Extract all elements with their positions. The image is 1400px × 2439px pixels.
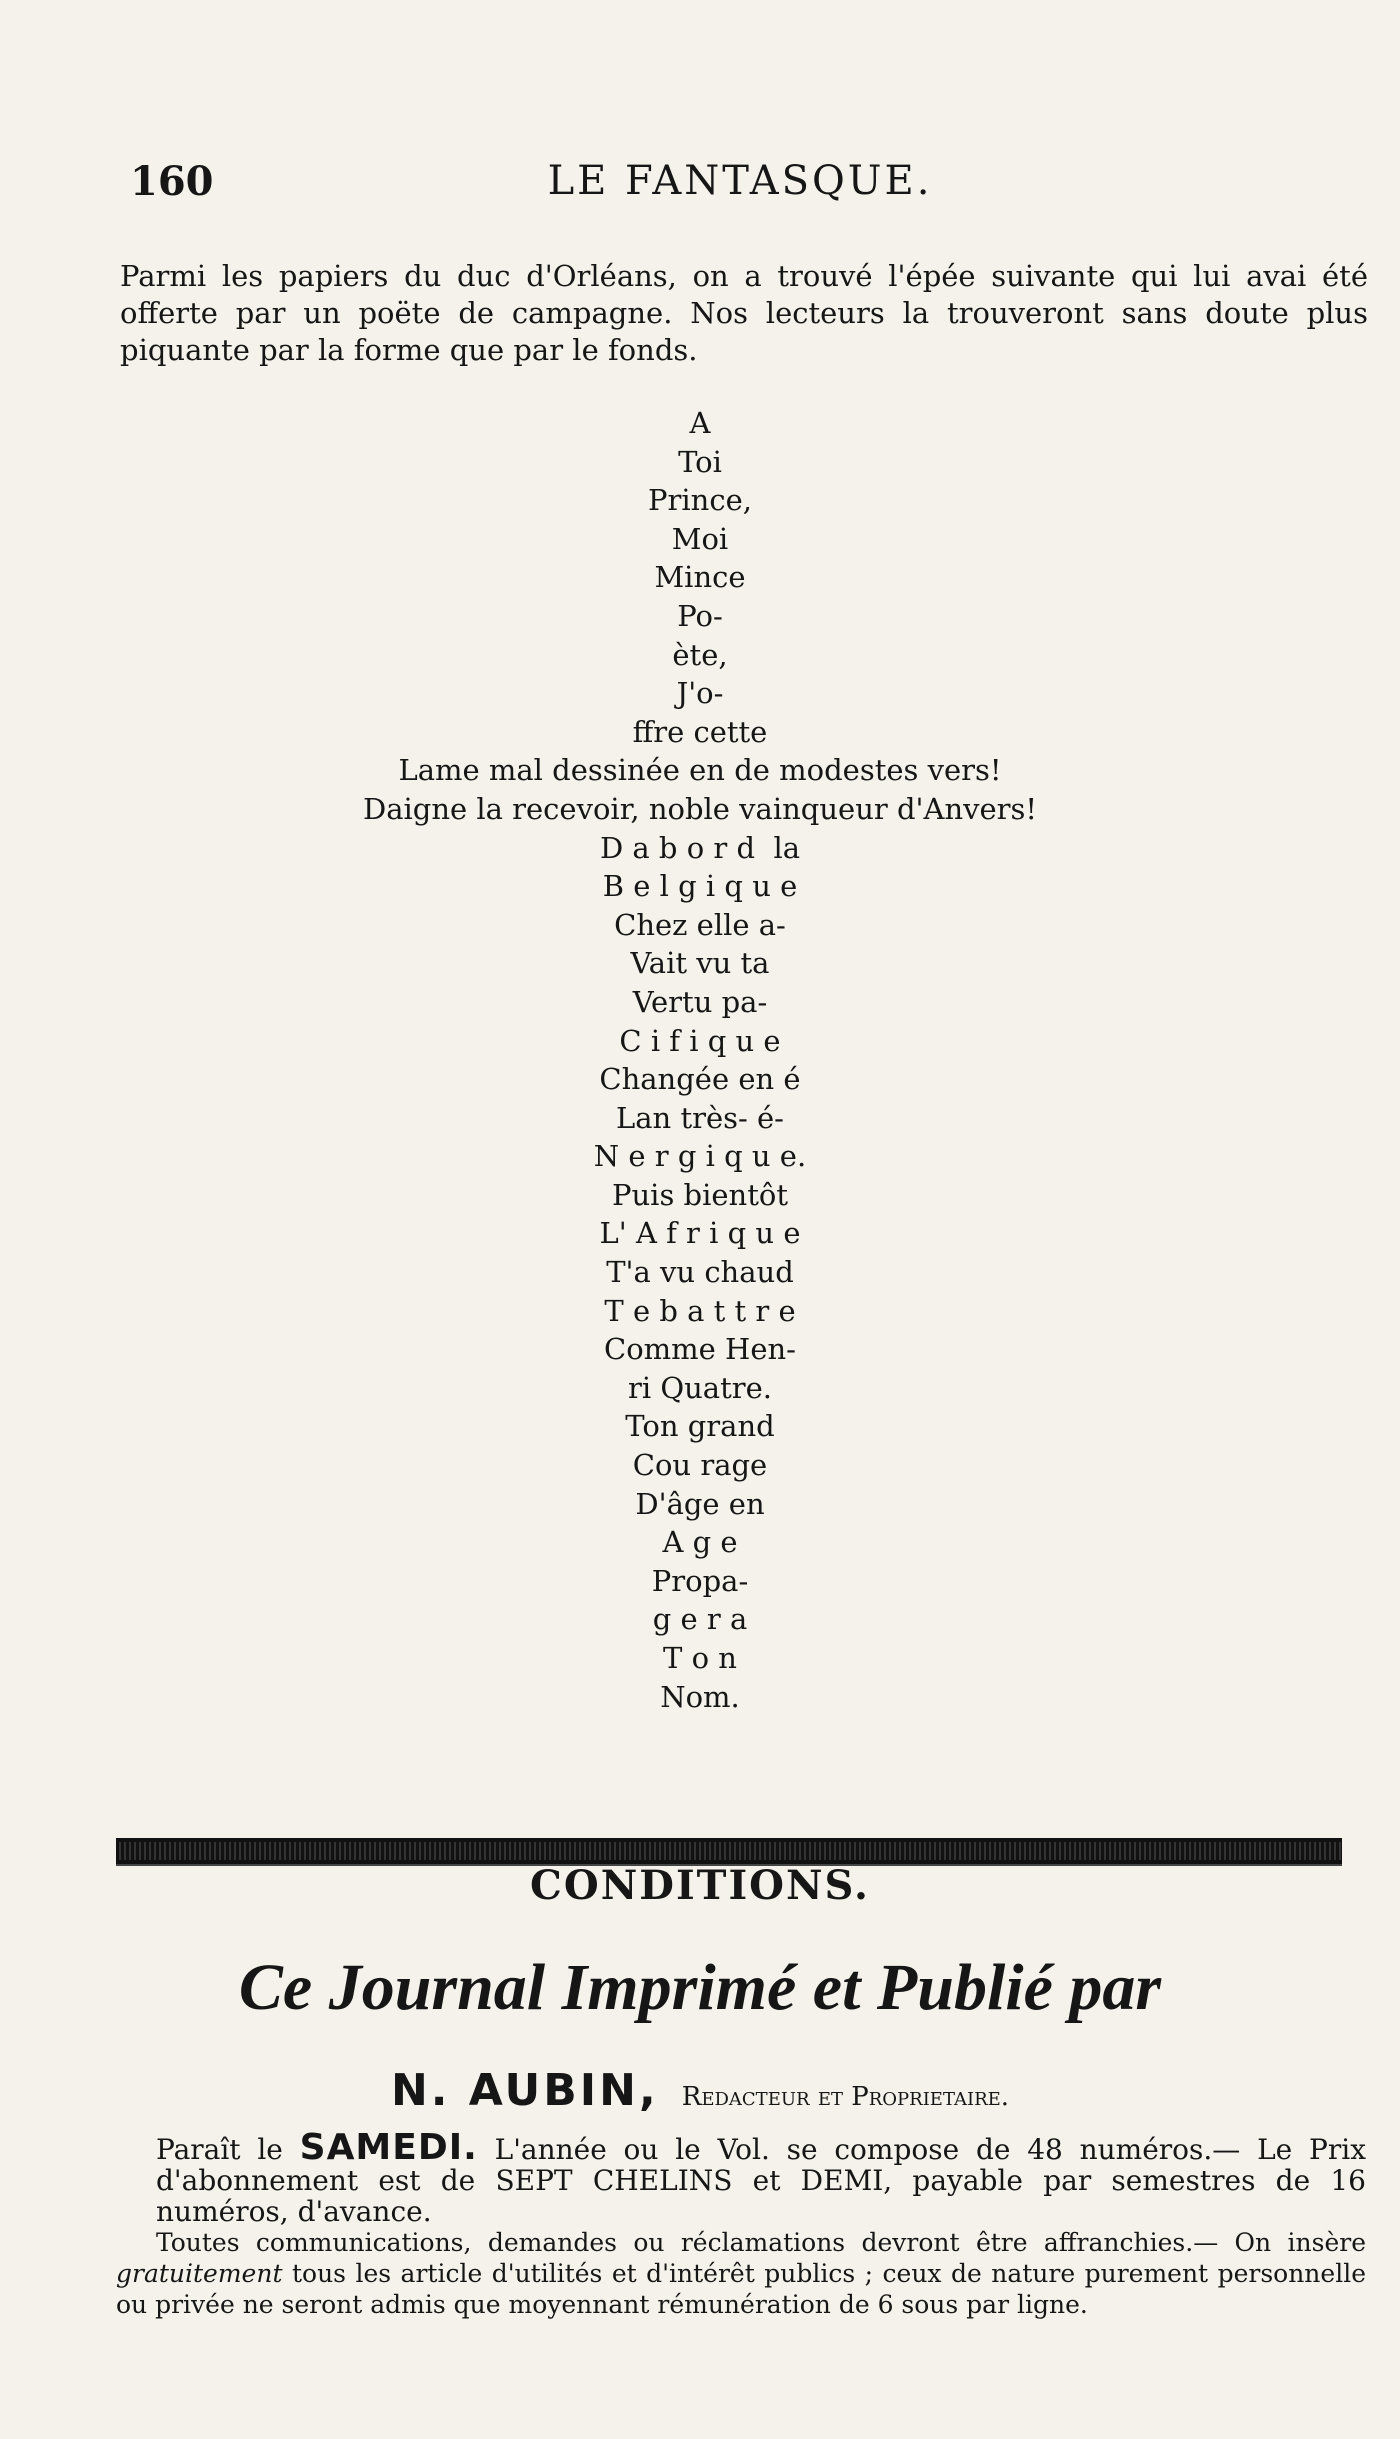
poem-line: Vait vu ta bbox=[630, 946, 770, 981]
poem-line: Cou rage bbox=[632, 1448, 768, 1483]
poem-line: N e r g i q u e. bbox=[593, 1139, 807, 1174]
poem-line: D'âge en bbox=[635, 1486, 765, 1521]
poem-line: B e l g i q u e bbox=[602, 869, 798, 904]
poem-line: Moi bbox=[671, 521, 729, 556]
poem-line: Prince, bbox=[648, 483, 752, 518]
gratuitement-emphasis: gratuitement bbox=[116, 2259, 283, 2288]
poem-line: T o n bbox=[663, 1641, 737, 1675]
page-number: 160 bbox=[130, 158, 214, 205]
page-header bbox=[110, 150, 1370, 210]
communications-paragraph bbox=[116, 2227, 1366, 2320]
poem-line: A bbox=[689, 406, 711, 440]
poem-line: Daigne la recevoir, noble vainqueur d'Anvers! bbox=[362, 791, 1038, 826]
conditions-heading: CONDITIONS. bbox=[530, 1862, 870, 1909]
poem-line: J'o- bbox=[676, 676, 724, 711]
poem-line: C i f i q u e bbox=[619, 1023, 781, 1058]
communications-text-start: Toutes communications, demandes ou réclamations devront être affranchies.— On insère bbox=[156, 2228, 1366, 2257]
subscription-terms bbox=[116, 2127, 1366, 2320]
publication-day: SAMEDI. bbox=[299, 2127, 478, 2168]
editor-title: Redacteur et Proprietaire. bbox=[681, 2082, 1010, 2112]
poem-line: Lame mal dessinée en de modestes vers! bbox=[398, 753, 1002, 788]
poem-line: Nom. bbox=[660, 1679, 740, 1714]
editor-line bbox=[0, 2065, 1400, 2116]
poem-line: A g e bbox=[662, 1525, 738, 1560]
poem-line: Propa- bbox=[651, 1563, 749, 1598]
poem-line: Po- bbox=[677, 598, 723, 633]
poem-line: Lan très- é- bbox=[616, 1100, 784, 1135]
poem-line: Ton grand bbox=[625, 1409, 775, 1444]
poem-line: D a b o r d la bbox=[599, 830, 801, 865]
poem-line: L' A f r i q u e bbox=[599, 1216, 801, 1251]
poem-line: Comme Hen- bbox=[604, 1332, 796, 1367]
editor-name: N. AUBIN, bbox=[390, 2065, 659, 2116]
thick-divider-rule bbox=[116, 1838, 1342, 1864]
shaped-poem bbox=[0, 404, 1400, 1716]
publisher-line: Ce Journal Imprimé et Publié par bbox=[238, 1951, 1162, 2024]
poem-line: ète, bbox=[672, 637, 728, 672]
poem-line: Chez elle a- bbox=[614, 907, 786, 942]
communications-text-rest: tous les article d'utilités et d'intérêt publics ; ceux de nature purement personnelle ou privée ne seront admis que moyennant rémunération de 6 sous par ligne. bbox=[116, 2259, 1366, 2319]
poem-line: Toi bbox=[678, 444, 722, 479]
poem-line: ffre cette bbox=[632, 714, 768, 749]
running-title: LE FANTASQUE. bbox=[547, 158, 933, 204]
poem-line: T e b a t t r e bbox=[604, 1293, 796, 1328]
subscription-price-text: L'année ou le Vol. se compose de 48 numéros.— Le Prix d'abonnement est de SEPT CHELINS et DEMI, payable par semestres de 16 numéros, d'avance. bbox=[156, 2133, 1366, 2228]
poem-line: Changée en é bbox=[599, 1062, 801, 1097]
poem-line: T'a vu chaud bbox=[606, 1255, 794, 1290]
publication-schedule-paragraph bbox=[116, 2127, 1366, 2228]
intro-paragraph: Parmi les papiers du duc d'Orléans, on a trouvé l'épée suivante qui lui avai été offerte par un poëte de campagne. Nos lecteurs la trouveront sans doute plus piquante par la forme que par le fonds. bbox=[120, 259, 1368, 367]
poem-line: g e r a bbox=[652, 1602, 748, 1637]
poem-line: ri Quatre. bbox=[628, 1370, 772, 1405]
published-on-label: Paraît le bbox=[156, 2133, 283, 2166]
poem-line: Mince bbox=[654, 560, 746, 595]
poem-line: Puis bientôt bbox=[611, 1177, 788, 1212]
poem-line: Vertu pa- bbox=[632, 984, 768, 1019]
